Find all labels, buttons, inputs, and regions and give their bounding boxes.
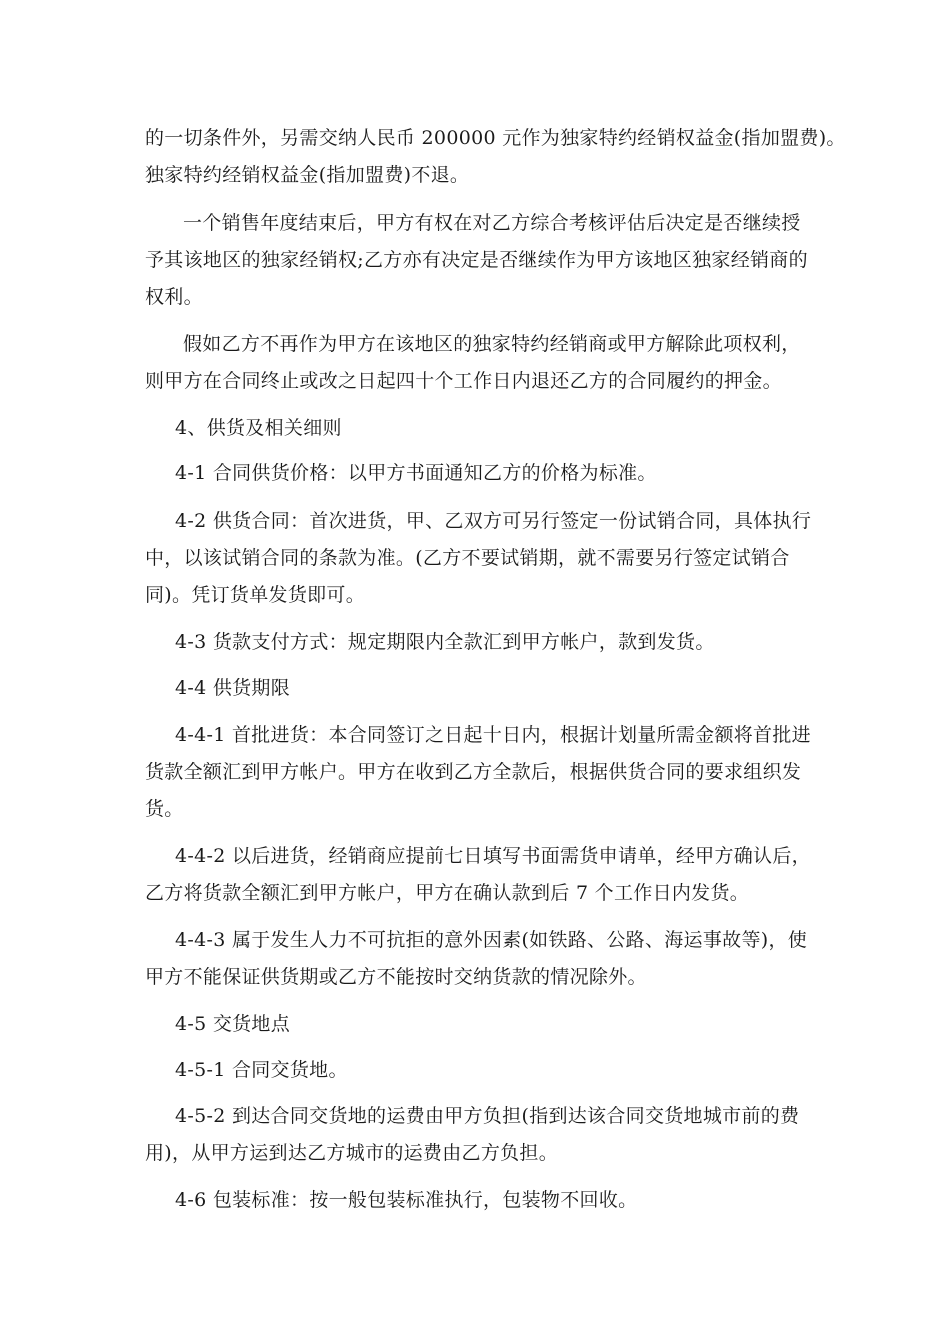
text-line: 独家特约经销权益金(指加盟费)不退。 bbox=[145, 164, 470, 186]
text-line: 则甲方在合同终止或改之日起四十个工作日内退还乙方的合同履约的押金。 bbox=[145, 370, 782, 392]
paragraph-first-line: 4-3 货款支付方式：规定期限内全款汇到甲方帐户，款到发货。 bbox=[175, 631, 715, 653]
paragraph-first-line: 4-5-1 合同交货地。 bbox=[175, 1059, 348, 1081]
paragraph-first-line: 4-5-2 到达合同交货地的运费由甲方负担(指到达该合同交货地城市前的费 bbox=[175, 1105, 800, 1127]
text-line: 权利。 bbox=[145, 286, 203, 308]
paragraph-first-line: 假如乙方不再作为甲方在该地区的独家特约经销商或甲方解除此项权利， bbox=[183, 333, 801, 355]
text-line: 中，以该试销合同的条款为准。(乙方不要试销期，就不需要另行签定试销合 bbox=[145, 547, 790, 569]
section-heading: 4-4 供货期限 bbox=[175, 677, 291, 699]
paragraph-first-line: 4-4-3 属于发生人力不可抗拒的意外因素(如铁路、公路、海运事故等)，使 bbox=[175, 929, 808, 951]
paragraph-first-line: 4-4-2 以后进货，经销商应提前七日填写书面需货申请单，经甲方确认后， bbox=[175, 845, 811, 867]
text-line: 乙方将货款全额汇到甲方帐户，甲方在确认款到后 7 个工作日内发货。 bbox=[145, 882, 750, 904]
paragraph-first-line: 4-2 供货合同：首次进货，甲、乙双方可另行签定一份试销合同，具体执行 bbox=[175, 510, 812, 532]
paragraph-first-line: 4-4-1 首批进货：本合同签订之日起十日内，根据计划量所需金额将首批进 bbox=[175, 724, 811, 746]
text-line: 予其该地区的独家经销权;乙方亦有决定是否继续作为甲方该地区独家经销商的 bbox=[145, 249, 808, 271]
section-heading: 4、供货及相关细则 bbox=[175, 417, 342, 439]
text-line: 甲方不能保证供货期或乙方不能按时交纳货款的情况除外。 bbox=[145, 966, 647, 988]
paragraph-first-line: 一个销售年度结束后，甲方有权在对乙方综合考核评估后决定是否继续授 bbox=[183, 212, 801, 234]
text-line: 用)，从甲方运到达乙方城市的运费由乙方负担。 bbox=[145, 1142, 559, 1164]
text-line: 的一切条件外，另需交纳人民币 200000 元作为独家特约经销权益金(指加盟费)。 bbox=[145, 127, 846, 149]
text-line: 货款全额汇到甲方帐户。甲方在收到乙方全款后，根据供货合同的要求组织发 bbox=[145, 761, 802, 783]
section-heading: 4-5 交货地点 bbox=[175, 1013, 291, 1035]
paragraph-first-line: 4-6 包装标准：按一般包装标准执行，包装物不回收。 bbox=[175, 1189, 638, 1211]
text-line: 同)。凭订货单发货即可。 bbox=[145, 584, 366, 606]
paragraph-first-line: 4-1 合同供货价格：以甲方书面通知乙方的价格为标准。 bbox=[175, 462, 657, 484]
text-line: 货。 bbox=[145, 798, 184, 820]
